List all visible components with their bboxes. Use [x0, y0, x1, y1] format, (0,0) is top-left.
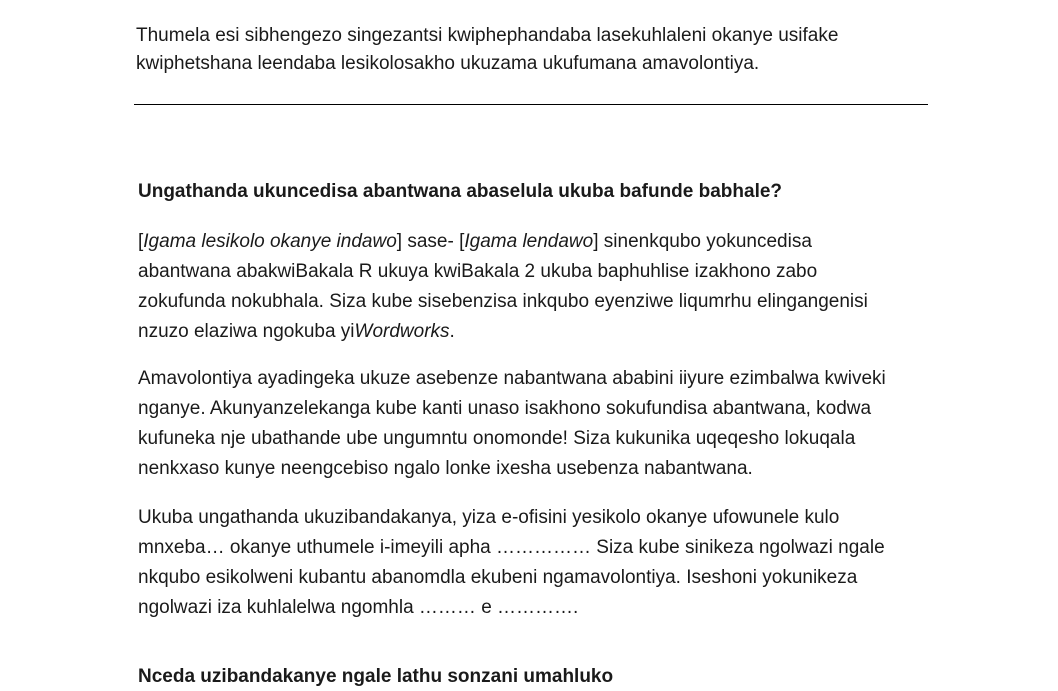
paragraph-how-to-join — [138, 503, 928, 623]
placeholder-school-name: Igama lesikolo okanye indawo — [143, 231, 397, 252]
paragraph-line: nzuzo elaziwa ngokuba yiWordworks. — [138, 321, 455, 342]
paragraph-line: zokufunda nokubhala. Siza kube sisebenzisa inkqubo eyenziwe liqumrhu elingangenisi — [138, 291, 868, 312]
intro-line-2: kwiphetshana leendaba lesikolosakho ukuzama ukufumana amavolontiya. — [136, 53, 760, 74]
closing-heading: Nceda uzibandakanye ngale lathu sonzani umahluko — [138, 666, 614, 687]
paragraph-line: Ukuba ungathanda ukuzibandakanya, yiza e-ofisini yesikolo okanye ufowunele kulo — [138, 507, 840, 528]
section-heading: Ungathanda ukuncedisa abantwana abaselula ukuba bafunde babhale? — [138, 181, 783, 202]
paragraph-line: [Igama lesikolo okanye indawo] sase- [Igama lendawo] sinenkqubo yokuncedisa — [138, 231, 812, 252]
paragraph-programme — [138, 227, 928, 347]
paragraph-line: Amavolontiya ayadingeka ukuze asebenze nabantwana ababini iiyure ezimbalwa kwiveki — [138, 368, 886, 389]
paragraph-line: nenkxaso kunye neengcebiso ngalo lonke ixesha usebenza nabantwana. — [138, 458, 753, 479]
paragraph-line: nganye. Akunyanzelekanga kube kanti unaso isakhono sokufundisa abantwana, kodwa — [138, 398, 872, 419]
paragraph-line: abantwana abakwiBakala R ukuya kwiBakala 2 ukuba baphuhlise izakhono zabo — [138, 261, 818, 282]
paragraph-line: ngolwazi iza kuhlalelwa ngomhla ……… e …………. — [138, 597, 579, 618]
paragraph-line: nkqubo esikolweni kubantu abanomdla ekubeni ngamavolontiya. Iseshoni yokunikeza — [138, 567, 858, 588]
paragraph-line: kufuneka nje ubathande ube ungumntu onomonde! Siza kukunika uqeqesho lokuqala — [138, 428, 856, 449]
intro-line-1: Thumela esi sibhengezo singezantsi kwiphephandaba lasekuhlaleni okanye usifake — [136, 25, 839, 46]
paragraph-volunteers-needed — [138, 364, 928, 484]
intro-text — [136, 22, 926, 78]
paragraph-line: mnxeba… okanye uthumele i-imeyili apha …………… Siza kube sinikeza ngolwazi ngale — [138, 537, 885, 558]
organisation-name: Wordworks — [354, 321, 450, 342]
placeholder-place-name: Igama lendawo — [464, 231, 594, 252]
horizontal-divider — [134, 104, 928, 105]
